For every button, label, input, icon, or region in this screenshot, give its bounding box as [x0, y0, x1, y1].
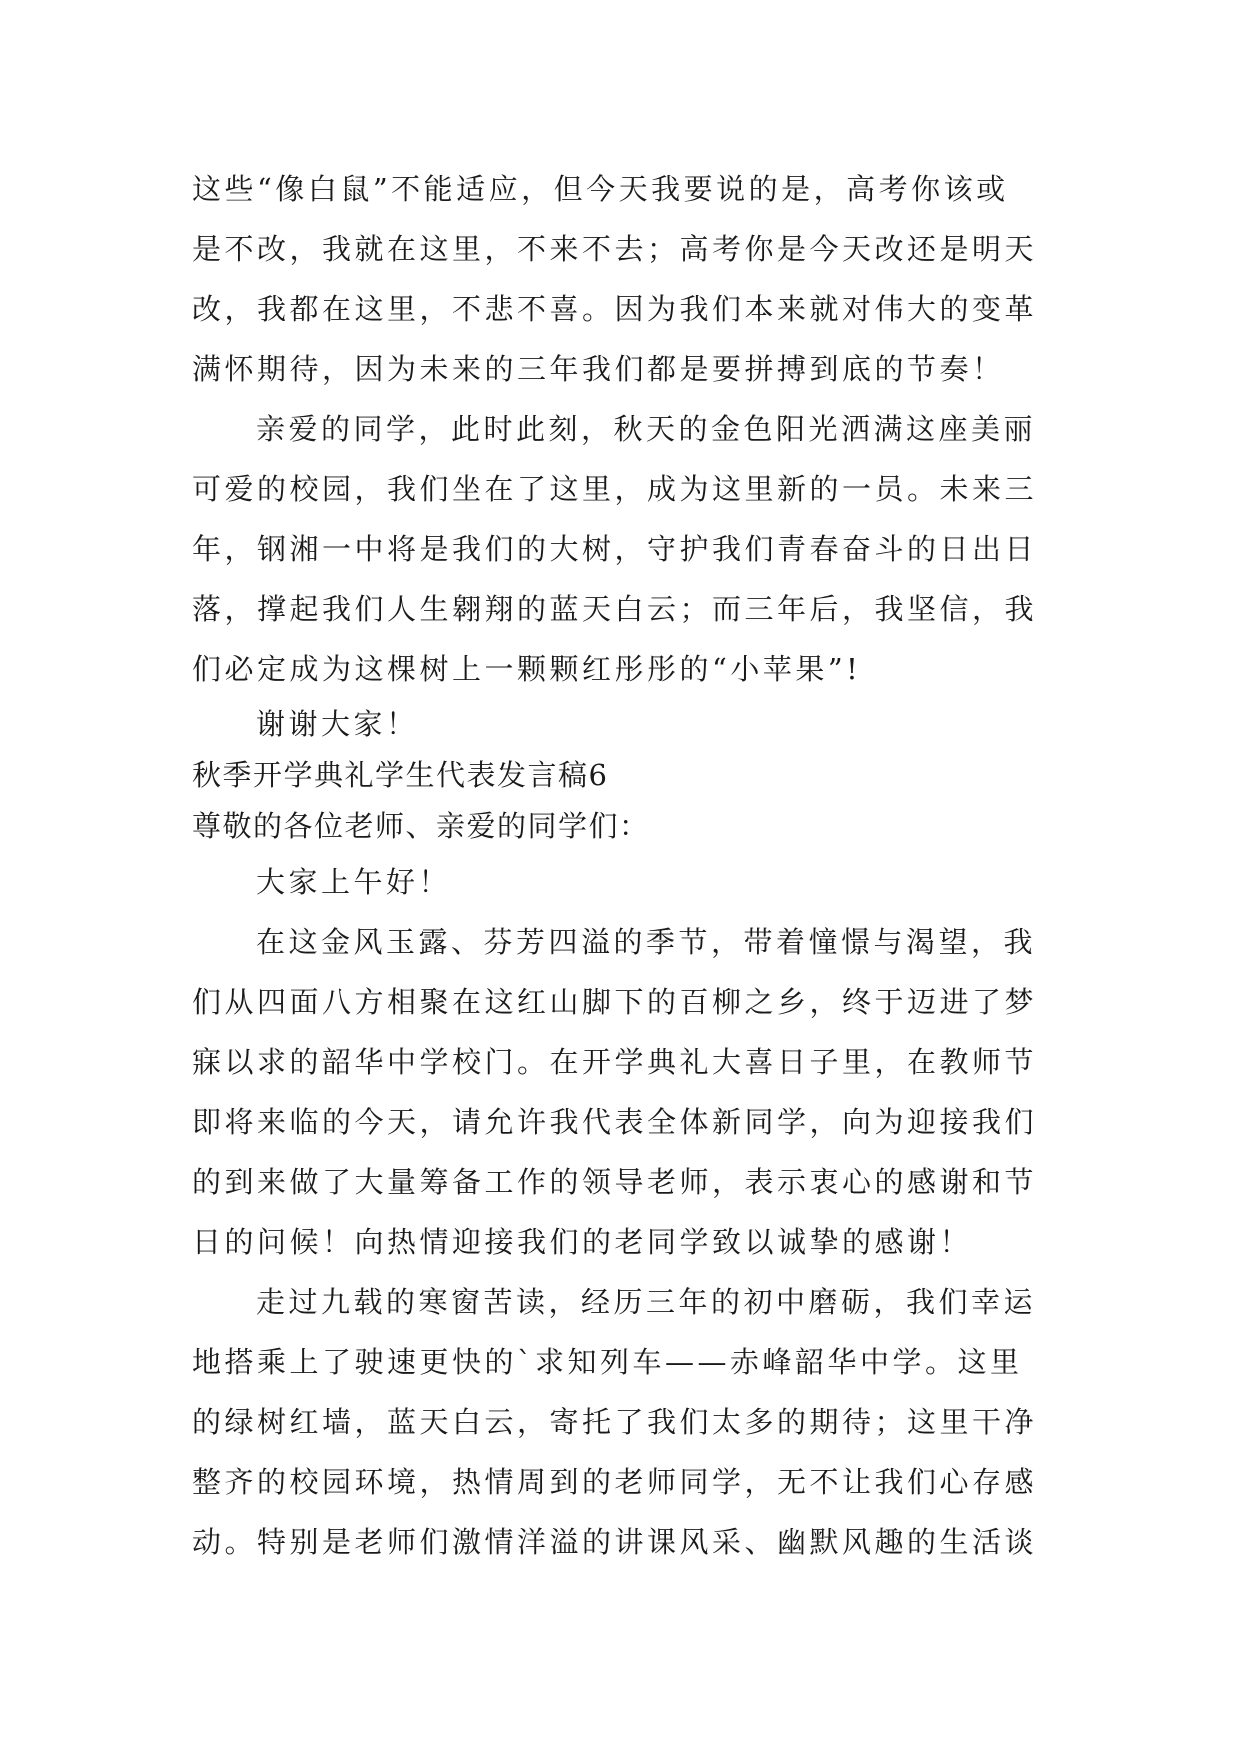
- paragraph-line: 这些“像白鼠”不能适应，但今天我要说的是，高考你该或: [192, 172, 1009, 206]
- paragraph-line: 年，钢湘一中将是我们的大树，守护我们青春奋斗的日出日: [192, 532, 1038, 566]
- paragraph-line: 走过九载的寒窗苦读，经历三年的初中磨砺，我们幸运: [256, 1285, 1037, 1319]
- document-body: [192, 159, 1056, 1572]
- paragraph-line: 日的问候！向热情迎接我们的老同学致以诚挚的感谢！: [192, 1225, 973, 1259]
- paragraph-line: 满怀期待，因为未来的三年我们都是要拼搏到底的节奏！: [192, 352, 1005, 386]
- closing-thanks: 谢谢大家！: [256, 707, 419, 741]
- paragraph-line: 动。特别是老师们激情洋溢的讲课风采、幽默风趣的生活谈: [192, 1525, 1038, 1559]
- paragraph-line: 在这金风玉露、芬芳四溢的季节，带着憧憬与渴望，我: [256, 925, 1037, 959]
- paragraph-line: 们从四面八方相聚在这红山脚下的百柳之乡，终于迈进了梦: [192, 985, 1038, 1019]
- paragraph-line: 改，我都在这里，不悲不喜。因为我们本来就对伟大的变革: [192, 292, 1038, 326]
- paragraph-line: 即将来临的今天，请允许我代表全体新同学，向为迎接我们: [192, 1105, 1038, 1139]
- salutation: 尊敬的各位老师、亲爱的同学们：: [192, 809, 650, 843]
- paragraph-line: 亲爱的同学，此时此刻，秋天的金色阳光洒满这座美丽: [256, 412, 1037, 446]
- paragraph-line: 寐以求的韶华中学校门。在开学典礼大喜日子里，在教师节: [192, 1045, 1038, 1079]
- paragraph-line: 是不改，我就在这里，不来不去；高考你是今天改还是明天: [192, 232, 1038, 266]
- section-title: 秋季开学典礼学生代表发言稿6: [192, 758, 609, 792]
- paragraph-line: 落，撑起我们人生翱翔的蓝天白云；而三年后，我坚信，我: [192, 592, 1038, 626]
- paragraph-line: 整齐的校园环境，热情周到的老师同学，无不让我们心存感: [192, 1465, 1038, 1499]
- greeting: 大家上午好！: [256, 865, 452, 899]
- paragraph-line: 们必定成为这棵树上一颗颗红彤彤的“小苹果”!: [192, 652, 862, 686]
- paragraph-line: 的到来做了大量筹备工作的领导老师，表示衷心的感谢和节: [192, 1165, 1038, 1199]
- paragraph-line: 可爱的校园，我们坐在了这里，成为这里新的一员。未来三: [192, 472, 1038, 506]
- paragraph-line: 的绿树红墙，蓝天白云，寄托了我们太多的期待；这里干净: [192, 1405, 1038, 1439]
- paragraph-line: 地搭乘上了驶速更快的`求知列车——赤峰韶华中学。这里: [192, 1345, 1023, 1379]
